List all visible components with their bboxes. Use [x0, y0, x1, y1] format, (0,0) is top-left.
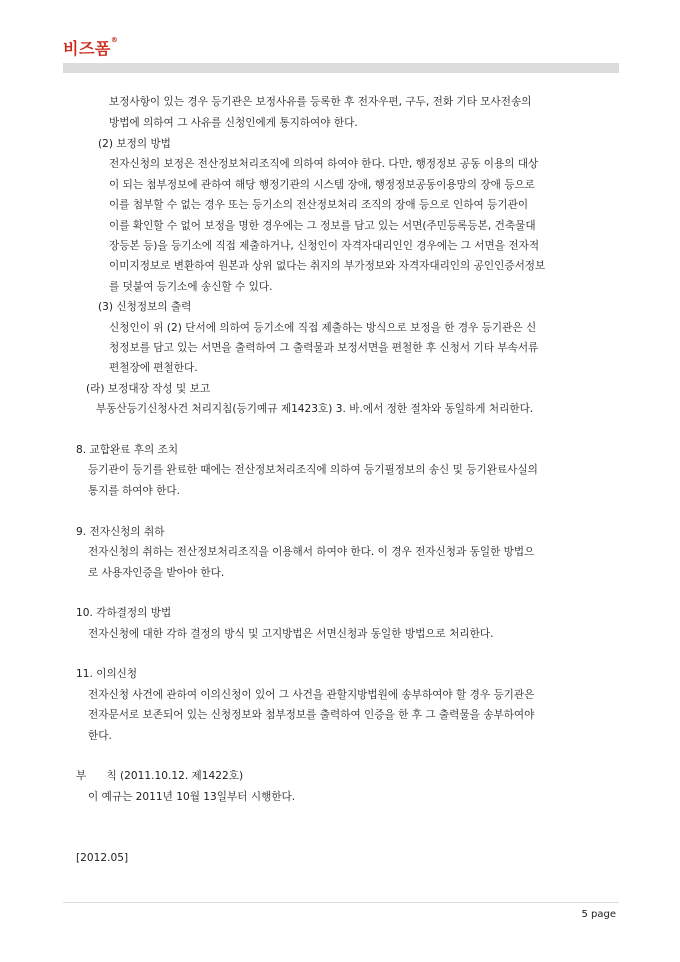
header-bar: [63, 63, 619, 73]
body-line: 로 사용자인증을 받아야 한다.: [88, 567, 225, 579]
body-line: 한다.: [88, 730, 112, 742]
body-line: 방법에 의하여 그 사유를 신청인에게 통지하여야 한다.: [109, 117, 358, 129]
subsection-heading: (2) 보정의 방법: [98, 138, 171, 150]
body-line: 신청인이 위 (2) 단서에 의하여 등기소에 직접 제출하는 방식으로 보정을 한 경우 등기관은 신: [109, 322, 537, 334]
body-line: 부동산등기신청사건 처리지침(등기예규 제1423호) 3. 바.에서 정한 절차와 동일하게 처리한다.: [96, 403, 534, 415]
body-line: 보정사항이 있는 경우 등기관은 보정사유를 등록한 후 전자우편, 구두, 전화 기타 모사전송의: [109, 96, 532, 108]
registered-mark: ®: [110, 36, 119, 44]
body-line: 전자신청에 대한 각하 결정의 방식 및 고지방법은 서면신청과 동일한 방법으로 처리한다.: [88, 628, 494, 640]
body-line: 장등본 등)을 등기소에 직접 제출하거나, 신청인이 자격자대리인인 경우에는 그 서면을 전자적: [109, 240, 540, 252]
body-line: 통지를 하여야 한다.: [88, 485, 180, 497]
revision-date: [2012.05]: [76, 852, 129, 864]
body-line: 전자신청의 취하는 전산정보처리조직을 이용해서 하여야 한다. 이 경우 전자신청과 동일한 방법으: [88, 546, 535, 558]
body-line: 이미지정보로 변환하여 원본과 상위 없다는 취지의 부가정보와 자격자대리인의 공인인증서정보: [109, 260, 546, 272]
footer-divider: [63, 902, 619, 903]
body-line: 전자신청의 보정은 전산정보처리조직에 의하여 하여야 한다. 다만, 행정정보 공동 이용의 대상: [109, 158, 539, 170]
body-line: 등기관이 등기를 완료한 때에는 전산정보처리조직에 의하여 등기필정보의 송신 및 등기완료사실의: [88, 464, 538, 476]
logo-text: 비즈폼: [63, 39, 111, 58]
body-line: 청정보를 담고 있는 서면을 출력하여 그 출력물과 보정서면을 편철한 후 신청서 기타 부속서류: [109, 342, 539, 354]
body-line: 이 되는 첨부정보에 관하여 해당 행정기관의 시스템 장애, 행정정보공동이용망의 장애 등으로: [109, 179, 535, 191]
page-number: 5 page: [581, 909, 616, 920]
body-line: 이를 확인할 수 없어 보정을 명한 경우에는 그 정보를 담고 있는 서면(주민등록등본, 건축물대: [109, 220, 536, 232]
subsection-heading: (라) 보정대장 작성 및 보고: [86, 383, 211, 395]
body-line: 편철장에 편철한다.: [109, 362, 198, 374]
subsection-heading: (3) 신청정보의 출력: [98, 301, 192, 313]
section-heading: 9. 전자신청의 취하: [76, 526, 165, 538]
section-heading: 8. 교합완료 후의 조치: [76, 444, 179, 456]
logo: [63, 36, 118, 59]
body-line: 전자신청 사건에 관하여 이의신청이 있어 그 사건을 관할지방법원에 송부하여야 할 경우 등기관은: [88, 689, 535, 701]
body-line: 이 예규는 2011년 10월 13일부터 시행한다.: [88, 791, 296, 803]
body-line: 를 덧붙여 등기소에 송신할 수 있다.: [109, 281, 273, 293]
addendum-heading: 부 칙 (2011.10.12. 제1422호): [76, 770, 244, 782]
body-line: 이를 첨부할 수 없는 경우 또는 등기소의 전산정보처리 조직의 장애 등으로 인하여 등기관이: [109, 199, 529, 211]
section-heading: 11. 이의신청: [76, 668, 138, 680]
section-heading: 10. 각하결정의 방법: [76, 607, 172, 619]
body-line: 전자문서로 보존되어 있는 신청정보와 첨부정보를 출력하여 인증을 한 후 그 출력물을 송부하여야: [88, 709, 535, 721]
